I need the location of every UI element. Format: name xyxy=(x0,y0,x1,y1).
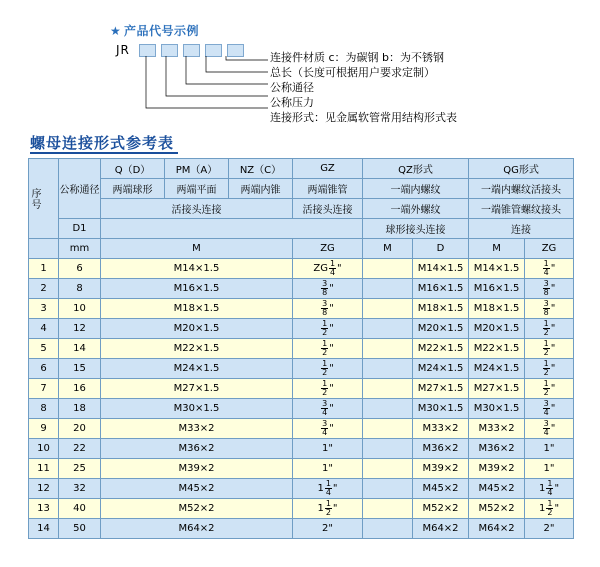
cell-qz-m xyxy=(363,319,413,339)
cell-index: 6 xyxy=(29,359,59,379)
cell-qz-m xyxy=(363,299,413,319)
cell-dn: 40 xyxy=(59,499,101,519)
cell-gz: 1 $\frac{1}{4}$ " xyxy=(293,479,363,499)
cell-gz: $\frac{1}{2}$ " xyxy=(293,319,363,339)
cell-qg-zg: $\frac{3}{4}$ " xyxy=(525,419,574,439)
header-left-connection: 活接头连接 xyxy=(101,199,293,219)
cell-qz-d: M39×2 xyxy=(413,459,469,479)
header-q-desc: 两端球形 xyxy=(101,179,165,199)
cell-dn: 8 xyxy=(59,279,101,299)
legend-line-dn: 公称通径 xyxy=(270,81,314,94)
cell-qz-m xyxy=(363,359,413,379)
cell-q: M24×1.5 xyxy=(101,359,293,379)
cell-dn: 14 xyxy=(59,339,101,359)
cell-qz-m xyxy=(363,279,413,299)
cell-qz-m xyxy=(363,379,413,399)
cell-qz-d: M30×1.5 xyxy=(413,399,469,419)
cell-qg-zg: $\frac{1}{4}$ " xyxy=(525,259,574,279)
header-gz-connection: 活接头连接 xyxy=(293,199,363,219)
header-index: 序号 xyxy=(29,159,59,239)
header-group-qg: QG形式 xyxy=(469,159,574,179)
cell-dn: 6 xyxy=(59,259,101,279)
cell-index: 9 xyxy=(29,419,59,439)
cell-q: M36×2 xyxy=(101,439,293,459)
legend-line-connection: 连接形式：见金属软管常用结构形式表 xyxy=(270,111,457,124)
cell-qg-m: M33×2 xyxy=(469,419,525,439)
cell-q: M45×2 xyxy=(101,479,293,499)
cell-qg-m: M16×1.5 xyxy=(469,279,525,299)
cell-index: 4 xyxy=(29,319,59,339)
cell-index: 14 xyxy=(29,519,59,539)
table-row xyxy=(29,279,574,299)
table-row xyxy=(29,379,574,399)
cell-gz: $\frac{3}{4}$ " xyxy=(293,399,363,419)
page-title: 螺母连接形式参考表 xyxy=(30,134,175,152)
cell-qg-m: M30×1.5 xyxy=(469,399,525,419)
cell-gz: $\frac{3}{4}$ " xyxy=(293,419,363,439)
cell-gz: $\frac{1}{2}$ " xyxy=(293,359,363,379)
cell-gz: 1 $\frac{1}{2}$ " xyxy=(293,499,363,519)
table-row xyxy=(29,479,574,499)
table-header-row xyxy=(29,199,574,219)
cell-index: 3 xyxy=(29,299,59,319)
header-group-pm: PM（A） xyxy=(165,159,229,179)
header-unit-qg-zg: ZG xyxy=(525,239,574,259)
cell-gz: 1" xyxy=(293,439,363,459)
product-code-legend xyxy=(0,0,600,128)
cell-index: 5 xyxy=(29,339,59,359)
header-nz-desc: 两端内锥 xyxy=(229,179,293,199)
header-group-q: Q（D） xyxy=(101,159,165,179)
cell-gz: 2" xyxy=(293,519,363,539)
cell-qg-zg: $\frac{1}{2}$ " xyxy=(525,339,574,359)
cell-q: M18×1.5 xyxy=(101,299,293,319)
cell-qg-m: M18×1.5 xyxy=(469,299,525,319)
table-row xyxy=(29,399,574,419)
cell-gz: $\frac{1}{2}$ " xyxy=(293,379,363,399)
cell-qg-zg: $\frac{3}{8}$ " xyxy=(525,279,574,299)
cell-qg-m: M52×2 xyxy=(469,499,525,519)
header-d1: D1 xyxy=(59,219,101,239)
cell-qg-zg: $\frac{3}{4}$ " xyxy=(525,399,574,419)
cell-qz-d: M64×2 xyxy=(413,519,469,539)
cell-dn: 18 xyxy=(59,399,101,419)
cell-dn: 16 xyxy=(59,379,101,399)
cell-qz-m xyxy=(363,459,413,479)
cell-qg-m: M36×2 xyxy=(469,439,525,459)
cell-qz-d: M52×2 xyxy=(413,499,469,519)
header-unit-qz-d: D xyxy=(413,239,469,259)
star-icon: ★ xyxy=(110,24,121,38)
cell-qg-zg: $\frac{1}{2}$ " xyxy=(525,359,574,379)
header-dn: 公称通径 xyxy=(59,159,101,219)
legend-line-material: 连接件材质 c：为碳钢 b：为不锈钢 xyxy=(270,51,445,64)
cell-qz-d: M27×1.5 xyxy=(413,379,469,399)
header-unit-qg-m: M xyxy=(469,239,525,259)
header-qz-desc: 一端内螺纹 xyxy=(363,179,469,199)
cell-gz: ZG $\frac{1}{4}$ " xyxy=(293,259,363,279)
cell-qz-m xyxy=(363,399,413,419)
header-gz-desc: 两端锥管 xyxy=(293,179,363,199)
cell-dn: 15 xyxy=(59,359,101,379)
header-qg-thread: 一端锥管螺纹接头 xyxy=(469,199,574,219)
table-header-row xyxy=(29,179,574,199)
table-row xyxy=(29,499,574,519)
header-group-gz: GZ xyxy=(293,159,363,179)
table-header-row xyxy=(29,219,574,239)
header-qg-conn: 连接 xyxy=(469,219,574,239)
cell-qg-zg: 1 $\frac{1}{4}$ " xyxy=(525,479,574,499)
cell-qz-d: M36×2 xyxy=(413,439,469,459)
cell-q: M39×2 xyxy=(101,459,293,479)
table-row xyxy=(29,339,574,359)
table-body xyxy=(29,259,574,539)
cell-qz-m xyxy=(363,339,413,359)
cell-qz-m xyxy=(363,499,413,519)
table-row xyxy=(29,519,574,539)
cell-qz-m xyxy=(363,479,413,499)
header-unit-qz-m: M xyxy=(363,239,413,259)
table-row xyxy=(29,319,574,339)
cell-index: 12 xyxy=(29,479,59,499)
table-row xyxy=(29,439,574,459)
legend-line-labels xyxy=(270,50,457,125)
header-group-qz: QZ形式 xyxy=(363,159,469,179)
cell-q: M33×2 xyxy=(101,419,293,439)
cell-q: M22×1.5 xyxy=(101,339,293,359)
cell-qg-m: M24×1.5 xyxy=(469,359,525,379)
cell-gz: $\frac{3}{8}$ " xyxy=(293,299,363,319)
cell-index: 1 xyxy=(29,259,59,279)
header-qz-ball: 球形接头连接 xyxy=(363,219,469,239)
cell-q: M52×2 xyxy=(101,499,293,519)
table-header-row xyxy=(29,159,574,179)
header-qg-desc: 一端内螺纹活接头 xyxy=(469,179,574,199)
cell-dn: 32 xyxy=(59,479,101,499)
cell-qg-zg: $\frac{1}{2}$ " xyxy=(525,319,574,339)
cell-qz-d: M45×2 xyxy=(413,479,469,499)
table xyxy=(28,158,574,539)
cell-qz-m xyxy=(363,259,413,279)
header-unit-blank xyxy=(29,239,59,259)
code-prefix: JR xyxy=(116,43,130,57)
cell-qg-m: M20×1.5 xyxy=(469,319,525,339)
nut-connection-table xyxy=(28,158,573,539)
cell-qg-zg: 2" xyxy=(525,519,574,539)
cell-qg-m: M22×1.5 xyxy=(469,339,525,359)
cell-dn: 22 xyxy=(59,439,101,459)
cell-dn: 20 xyxy=(59,419,101,439)
cell-qz-d: M24×1.5 xyxy=(413,359,469,379)
cell-qg-m: M64×2 xyxy=(469,519,525,539)
cell-qz-d: M22×1.5 xyxy=(413,339,469,359)
cell-index: 10 xyxy=(29,439,59,459)
cell-qz-d: M16×1.5 xyxy=(413,279,469,299)
cell-qg-zg: $\frac{3}{8}$ " xyxy=(525,299,574,319)
header-pm-desc: 两端平面 xyxy=(165,179,229,199)
cell-dn: 50 xyxy=(59,519,101,539)
cell-dn: 25 xyxy=(59,459,101,479)
cell-qz-d: M20×1.5 xyxy=(413,319,469,339)
table-row xyxy=(29,459,574,479)
header-unit-zg: ZG xyxy=(293,239,363,259)
cell-qz-m xyxy=(363,439,413,459)
title-underline xyxy=(30,152,178,154)
table-header-units-row xyxy=(29,239,574,259)
cell-dn: 12 xyxy=(59,319,101,339)
header-unit-m: M xyxy=(101,239,293,259)
cell-qg-m: M27×1.5 xyxy=(469,379,525,399)
cell-qg-zg: $\frac{1}{2}$ " xyxy=(525,379,574,399)
cell-gz: $\frac{1}{2}$ " xyxy=(293,339,363,359)
header-qz-thread: 一端外螺纹 xyxy=(363,199,469,219)
cell-index: 13 xyxy=(29,499,59,519)
table-row xyxy=(29,419,574,439)
cell-qz-d: M33×2 xyxy=(413,419,469,439)
cell-index: 8 xyxy=(29,399,59,419)
table-row xyxy=(29,299,574,319)
cell-q: M20×1.5 xyxy=(101,319,293,339)
cell-q: M27×1.5 xyxy=(101,379,293,399)
legend-line-pn: 公称压力 xyxy=(270,96,314,109)
cell-q: M14×1.5 xyxy=(101,259,293,279)
cell-qg-m: M45×2 xyxy=(469,479,525,499)
header-blank xyxy=(101,219,363,239)
cell-q: M30×1.5 xyxy=(101,399,293,419)
cell-qz-m xyxy=(363,519,413,539)
cell-qz-m xyxy=(363,419,413,439)
cell-qg-zg: 1 $\frac{1}{2}$ " xyxy=(525,499,574,519)
header-unit-mm: mm xyxy=(59,239,101,259)
cell-q: M16×1.5 xyxy=(101,279,293,299)
cell-gz: $\frac{3}{8}$ " xyxy=(293,279,363,299)
cell-index: 2 xyxy=(29,279,59,299)
cell-q: M64×2 xyxy=(101,519,293,539)
table-row xyxy=(29,359,574,379)
cell-qz-d: M18×1.5 xyxy=(413,299,469,319)
cell-qg-m: M39×2 xyxy=(469,459,525,479)
cell-qg-zg: 1" xyxy=(525,459,574,479)
cell-qg-zg: 1" xyxy=(525,439,574,459)
cell-qz-d: M14×1.5 xyxy=(413,259,469,279)
cell-qg-m: M14×1.5 xyxy=(469,259,525,279)
cell-gz: 1" xyxy=(293,459,363,479)
cell-index: 7 xyxy=(29,379,59,399)
table-row xyxy=(29,259,574,279)
cell-index: 11 xyxy=(29,459,59,479)
legend-line-length: 总长（长度可根据用户要求定制） xyxy=(270,66,435,79)
legend-title: 产品代号示例 xyxy=(124,24,200,38)
cell-dn: 10 xyxy=(59,299,101,319)
header-group-nz: NZ（C） xyxy=(229,159,293,179)
